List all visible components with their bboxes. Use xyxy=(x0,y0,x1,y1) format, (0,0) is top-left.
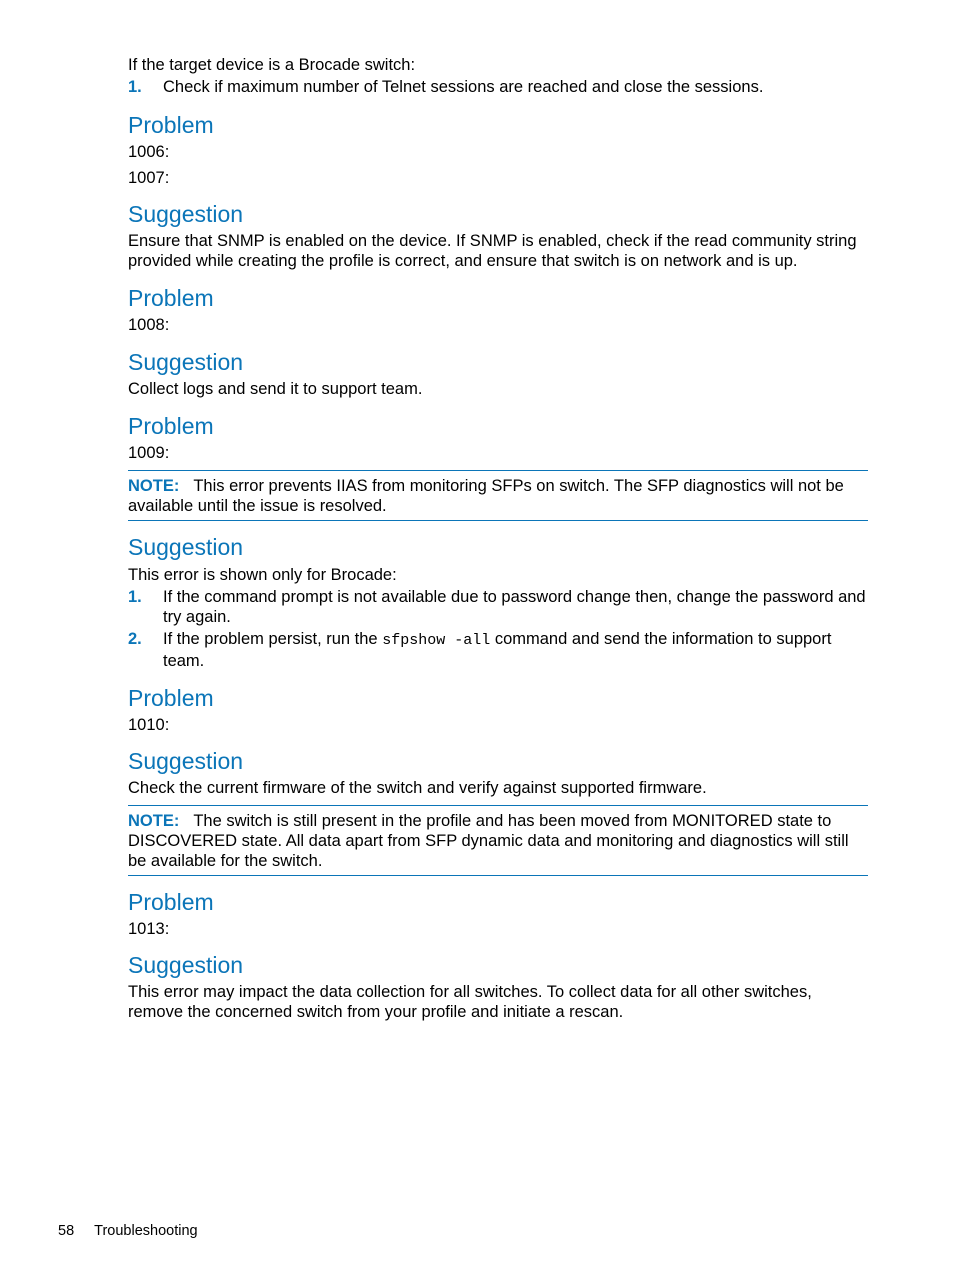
step-number: 2. xyxy=(128,630,142,648)
note-box xyxy=(128,805,868,876)
intro-text: If the target device is a Brocade switch: xyxy=(128,56,416,74)
footer-section-title: Troubleshooting xyxy=(94,1223,198,1239)
problem-heading: Problem xyxy=(128,112,214,138)
step-text: If the command prompt is not available due to password change then, change the password and try again. xyxy=(163,588,866,626)
suggestion-text: This error may impact the data collection for all switches. To collect data for all other switches, remove the concerned switch from your profile and initiate a rescan. xyxy=(128,983,812,1021)
step-text: Check if maximum number of Telnet sessions are reached and close the sessions. xyxy=(163,78,764,96)
step-number: 1. xyxy=(128,588,142,606)
suggestion-heading: Suggestion xyxy=(128,748,244,774)
suggestion-text: Check the current firmware of the switch and verify against supported firmware. xyxy=(128,779,707,797)
problem-heading: Problem xyxy=(128,889,214,915)
problem-heading: Problem xyxy=(128,685,214,711)
suggestion-heading: Suggestion xyxy=(128,534,244,560)
step-text-part: command and send the information to support team. xyxy=(163,630,832,670)
step-text-part: If the problem persist, run the xyxy=(163,630,383,648)
suggestion-text: Ensure that SNMP is enabled on the device. If SNMP is enabled, check if the read community string provided while creating the profile is correct, and ensure that switch is on network and is up. xyxy=(128,232,857,270)
intro-steps xyxy=(128,77,868,97)
suggestion-steps xyxy=(128,587,868,671)
problem-heading: Problem xyxy=(128,413,214,439)
note-label: NOTE: xyxy=(128,477,180,495)
step-text xyxy=(163,629,868,671)
suggestion-heading: Suggestion xyxy=(128,952,244,978)
note-box xyxy=(128,470,868,521)
command-code: sfpshow -all xyxy=(382,632,491,649)
page-footer xyxy=(58,1222,198,1240)
problem-code: 1006: xyxy=(128,143,170,161)
document-body xyxy=(128,55,868,1022)
suggestion-intro: This error is shown only for Brocade: xyxy=(128,566,397,584)
problem-code: 1009: xyxy=(128,444,170,462)
suggestion-heading: Suggestion xyxy=(128,201,244,227)
suggestion-text: Collect logs and send it to support team. xyxy=(128,380,423,398)
problem-code: 1010: xyxy=(128,716,170,734)
list-item xyxy=(128,587,868,627)
note-text: This error prevents IIAS from monitoring SFPs on switch. The SFP diagnostics will not be available until the issue is resolved. xyxy=(128,477,844,515)
page-number: 58 xyxy=(58,1223,75,1239)
suggestion-heading: Suggestion xyxy=(128,349,244,375)
problem-code: 1013: xyxy=(128,920,170,938)
problem-code: 1007: xyxy=(128,169,170,187)
list-item xyxy=(128,629,868,671)
list-item xyxy=(128,77,868,97)
step-number: 1. xyxy=(128,78,142,96)
problem-heading: Problem xyxy=(128,285,214,311)
problem-code: 1008: xyxy=(128,316,170,334)
note-text: The switch is still present in the profile and has been moved from MONITORED state to DISCOVERED state. All data apart from SFP dynamic data and monitoring and diagnostics will still be available for the switch. xyxy=(128,812,849,870)
note-label: NOTE: xyxy=(128,812,180,830)
